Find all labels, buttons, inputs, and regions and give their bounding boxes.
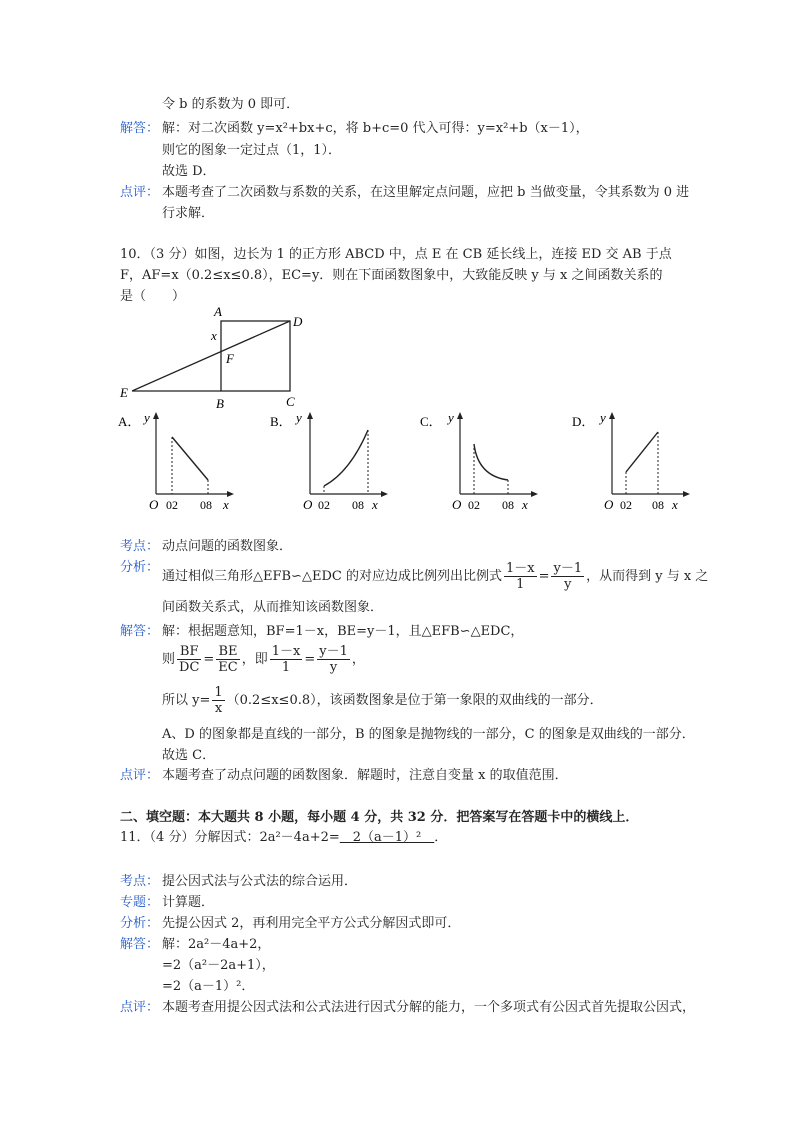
option-b-graph	[270, 408, 400, 520]
fraction	[551, 561, 584, 592]
kaodian-text: 动点问题的函数图象．	[162, 539, 293, 554]
jieda-text: =2（a²－2a+1），	[162, 958, 275, 973]
jieda-text: A、D 的图象都是直线的一部分，B 的图象是抛物线的一部分，C 的图象是双曲线的一部分．	[162, 727, 695, 742]
curve	[324, 430, 368, 486]
fenxi-post: ，从而得到 y 与 x 之	[586, 569, 709, 584]
fraction	[504, 561, 537, 592]
dianping-text: 本题考查了动点问题的函数图象．解题时，注意自变量 x 的取值范围．	[162, 768, 568, 783]
fenxi-text: 先提公因式 2，再利用完全平方公式分解因式即可．	[162, 916, 461, 931]
jieda-text: 故选 C．	[162, 748, 216, 763]
denominator: EC	[218, 660, 238, 675]
kaodian-text: 提公因式法与公式法的综合运用．	[162, 874, 358, 889]
label-b: B	[216, 396, 224, 411]
numerator: BF	[177, 644, 201, 660]
tick-label: 08	[200, 498, 212, 512]
numerator: 1	[214, 685, 223, 700]
axis-y-label: y	[448, 410, 454, 425]
curve	[172, 437, 208, 480]
curve	[626, 432, 658, 472]
fraction	[270, 644, 303, 675]
jieda-label: 解答：	[120, 937, 160, 952]
equals: =	[203, 652, 215, 667]
equals: =	[304, 652, 316, 667]
text-fragment: ．	[434, 830, 448, 845]
fenxi-label: 分析：	[120, 560, 160, 575]
kaodian-label: 考点：	[120, 539, 160, 554]
text-fragment: （0.2≤x≤0.8），该函数图象是位于第一象限的双曲线的一部分．	[226, 693, 603, 708]
jieda-label: 解答：	[120, 624, 160, 639]
x-arrow	[531, 491, 538, 497]
option-label: D．	[572, 414, 595, 429]
label-d: D	[293, 314, 303, 329]
denominator: 1	[281, 660, 291, 675]
question-11-text	[120, 830, 447, 846]
jieda-text: =2（a－1）²．	[162, 979, 255, 994]
option-d-graph	[572, 408, 702, 520]
axis-y-label: y	[600, 410, 606, 425]
label-x: x	[211, 328, 217, 343]
text-fragment: 11．（4 分）分解因式：2a²－4a+2=	[120, 830, 340, 845]
origin-label: O	[452, 497, 462, 512]
tick-label: 02	[318, 498, 330, 512]
fraction	[317, 644, 350, 675]
comment-text: 本题考查了二次函数与系数的关系，在这里解定点问题，应把 b 当做变量，令其系数为 0 进	[162, 185, 690, 200]
answer-text: 故选 D．	[162, 164, 216, 179]
option-label: A．	[118, 414, 141, 429]
y-arrow	[307, 412, 313, 419]
jieda-text: 解：2a²－4a+2，	[162, 937, 271, 952]
numerator: y－1	[553, 561, 583, 576]
fraction	[216, 644, 239, 675]
tick-label: 02	[166, 498, 178, 512]
text-fragment: 则	[162, 652, 176, 667]
curve	[474, 444, 508, 480]
fraction	[177, 644, 201, 675]
option-label: B．	[270, 414, 292, 429]
text-fragment: 所以 y=	[162, 693, 211, 708]
label-e: E	[120, 385, 128, 400]
label-c: C	[286, 394, 295, 409]
square-figure	[110, 300, 320, 412]
tick-label: 08	[652, 498, 664, 512]
numerator: BE	[216, 644, 239, 660]
zhuanti-text: 计算题．	[162, 895, 215, 910]
fenxi-text	[162, 560, 708, 594]
tick-label: 08	[502, 498, 514, 512]
numerator: 1－x	[271, 644, 301, 659]
dianping-label: 点评：	[120, 1000, 160, 1015]
axis-x-label: x	[223, 497, 229, 512]
label-f: F	[226, 351, 234, 366]
answer-text: 则它的图象一定过点（1，1）．	[162, 143, 342, 158]
section-heading: 二、填空题：本大题共 8 小题，每小题 4 分，共 32 分．把答案写在答题卡中的横线上．	[120, 810, 639, 825]
option-a-graph	[118, 408, 248, 520]
question-10-text: 10．（3 分）如图，边长为 1 的正方形 ABCD 中，点 E 在 CB 延长线上，连接 ED 交 AB 于点	[120, 247, 672, 262]
fenxi-label: 分析：	[120, 916, 160, 931]
axis-x-label: x	[522, 497, 528, 512]
fenxi-pre: 通过相似三角形△EFB∽△EDC 的对应边成比例列出比例式	[162, 569, 502, 584]
jieda-text: 解：根据题意知，BF=1－x，BE=y－1，且△EFB∽△EDC，	[162, 624, 524, 639]
x-arrow	[381, 491, 388, 497]
denominator: y	[329, 660, 338, 675]
comment-label: 点评：	[120, 185, 160, 200]
denominator: 1	[516, 577, 525, 592]
prev-line: 令 b 的系数为 0 即可．	[162, 97, 300, 112]
axis-x-label: x	[672, 497, 678, 512]
jieda-text	[162, 684, 603, 718]
y-arrow	[153, 412, 159, 419]
axis-y-label: y	[296, 410, 302, 425]
option-label: C．	[420, 414, 442, 429]
denominator: y	[564, 577, 572, 592]
x-arrow	[683, 491, 690, 497]
denominator: x	[214, 701, 223, 716]
comment-text: 行求解．	[162, 206, 215, 221]
question-10-text: 是（ ）	[120, 289, 186, 304]
axis-y-label: y	[144, 410, 150, 425]
jieda-text	[162, 643, 365, 677]
fenxi-text: 间函数关系式，从而推知该函数图象．	[162, 600, 384, 615]
origin-label: O	[149, 497, 159, 512]
tick-label: 02	[620, 498, 632, 512]
axis-x-label: x	[372, 497, 378, 512]
denominator: DC	[179, 660, 200, 675]
dianping-label: 点评：	[120, 768, 160, 783]
fraction	[212, 685, 224, 716]
question-10-text: F，AF=x（0.2≤x≤0.8），EC=y．则在下面函数图象中，大致能反映 y 与 x 之间函数关系的	[120, 268, 663, 283]
dianping-text: 本题考查用提公因式法和公式法进行因式分解的能力，一个多项式有公因式首先提取公因式，	[162, 1000, 696, 1015]
tick-label: 08	[352, 498, 364, 512]
origin-label: O	[604, 497, 614, 512]
numerator: 1－x	[505, 561, 535, 576]
answer-blank: 2（a－1）²	[339, 830, 435, 845]
answer-label: 解答：	[120, 121, 160, 136]
equals: =	[538, 569, 550, 584]
label-a: A	[214, 304, 222, 319]
zhuanti-label: 专题：	[120, 895, 160, 910]
text-fragment: ，	[351, 652, 365, 667]
tick-label: 02	[468, 498, 480, 512]
origin-label: O	[303, 497, 313, 512]
y-arrow	[609, 412, 615, 419]
numerator: y－1	[319, 644, 348, 659]
answer-text: 解：对二次函数 y=x²+bx+c，将 b+c=0 代入可得：y=x²+b（x－1），	[162, 121, 589, 136]
kaodian-label: 考点：	[120, 874, 160, 889]
text-fragment: ，即	[241, 652, 268, 667]
y-arrow	[457, 412, 463, 419]
option-c-graph	[420, 408, 550, 520]
